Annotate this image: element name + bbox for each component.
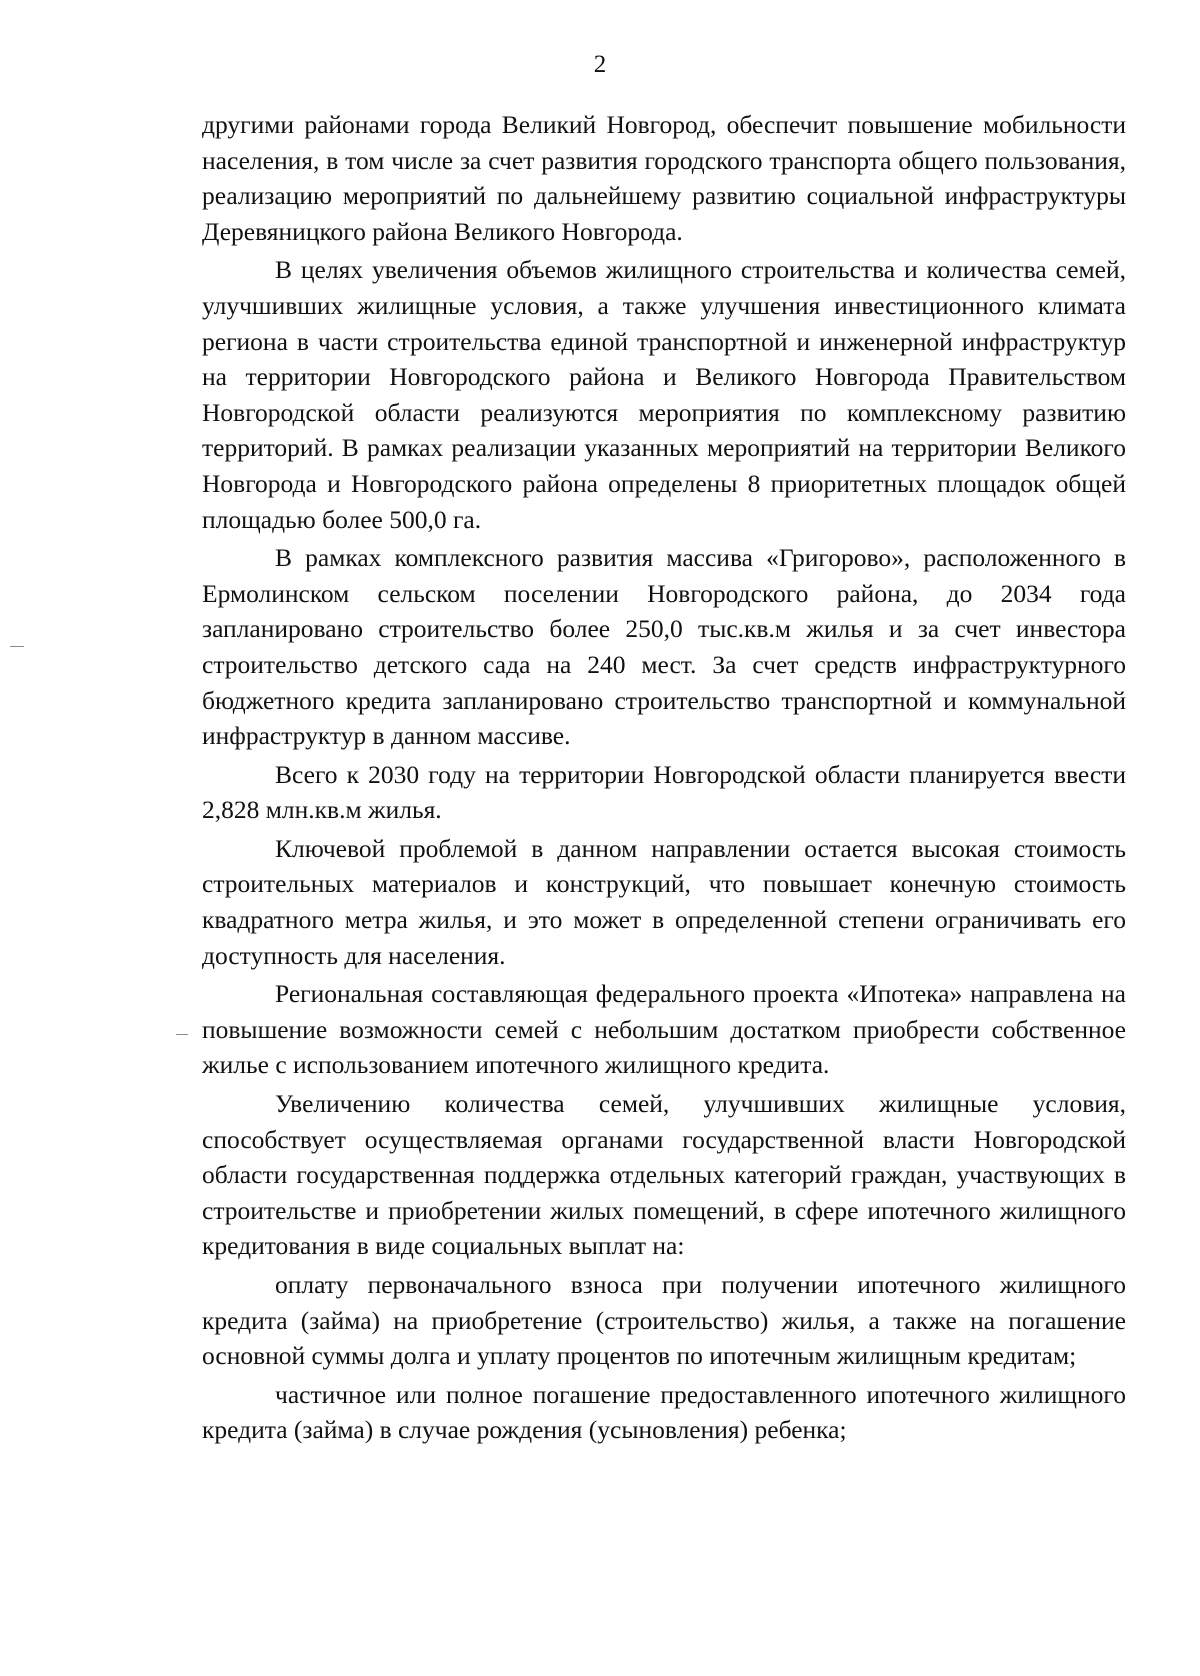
- paragraph: Всего к 2030 году на территории Новгородской области планируется ввести 2,828 млн.кв.м жилья.: [202, 759, 1126, 825]
- page-number: 2: [593, 51, 607, 78]
- margin-mark: [10, 646, 24, 647]
- paragraph: В целях увеличения объемов жилищного строительства и количества семей, улучшивших жилищные условия, а также улучшения инвестиционного климата региона в части строительства единой транспортной и инженерной инфраструктур на территории Новгородского района и Великого Новгорода Правительством Новгородской области реализуются мероприятия по комплексному развитию территорий. В рамках реализации указанных мероприятий на территории Великого Новгорода и Новгородского района определены 8 приоритетных площадок общей площадью более 500,0 га.: [202, 255, 1126, 534]
- margin-mark: [176, 1034, 188, 1035]
- document-body: [202, 107, 1126, 1451]
- paragraph: другими районами города Великий Новгород, обеспечит повышение мобильности населения, в том числе за счет развития городского транспорта общего пользования, реализацию мероприятий по дальнейшему развитию социальной инфраструктуры Деревяницкого района Великого Новгорода.: [202, 110, 1126, 246]
- paragraph: В рамках комплексного развития массива «Григорово», расположенного в Ермолинском сельском поселении Новгородского района, до 2034 года запланировано строительство более 250,0 тыс.кв.м жилья и за счет инвестора строительство детского сада на 240 мест. За счет средств инфраструктурного бюджетного кредита запланировано строительство транспортной и коммунальной инфраструктур в данном массиве.: [202, 543, 1126, 751]
- paragraph: Увеличению количества семей, улучшивших жилищные условия, способствует осуществляемая органами государственной власти Новгородской области государственная поддержка отдельных категорий граждан, участвующих в строительстве и приобретении жилых помещений, в сфере ипотечного жилищного кредитования в виде социальных выплат на:: [202, 1089, 1126, 1261]
- paragraph: Ключевой проблемой в данном направлении остается высокая стоимость строительных материалов и конструкций, что повышает конечную стоимость квадратного метра жилья, и это может в определенной степени ограничивать его доступность для населения.: [202, 833, 1126, 970]
- paragraph: частичное или полное погашение предоставленного ипотечного жилищного кредита (займа) в случае рождения (усыновления) ребенка;: [202, 1379, 1126, 1445]
- paragraph: оплату первоначального взноса при получении ипотечного жилищного кредита (займа) на приобретение (строительство) жилья, а также на погашение основной суммы долга и уплату процентов по ипотечным жилищным кредитам;: [202, 1270, 1126, 1371]
- paragraph: Региональная составляющая федерального проекта «Ипотека» направлена на повышение возможности семей с небольшим достатком приобрести собственное жилье с использованием ипотечного жилищного кредита.: [202, 979, 1126, 1080]
